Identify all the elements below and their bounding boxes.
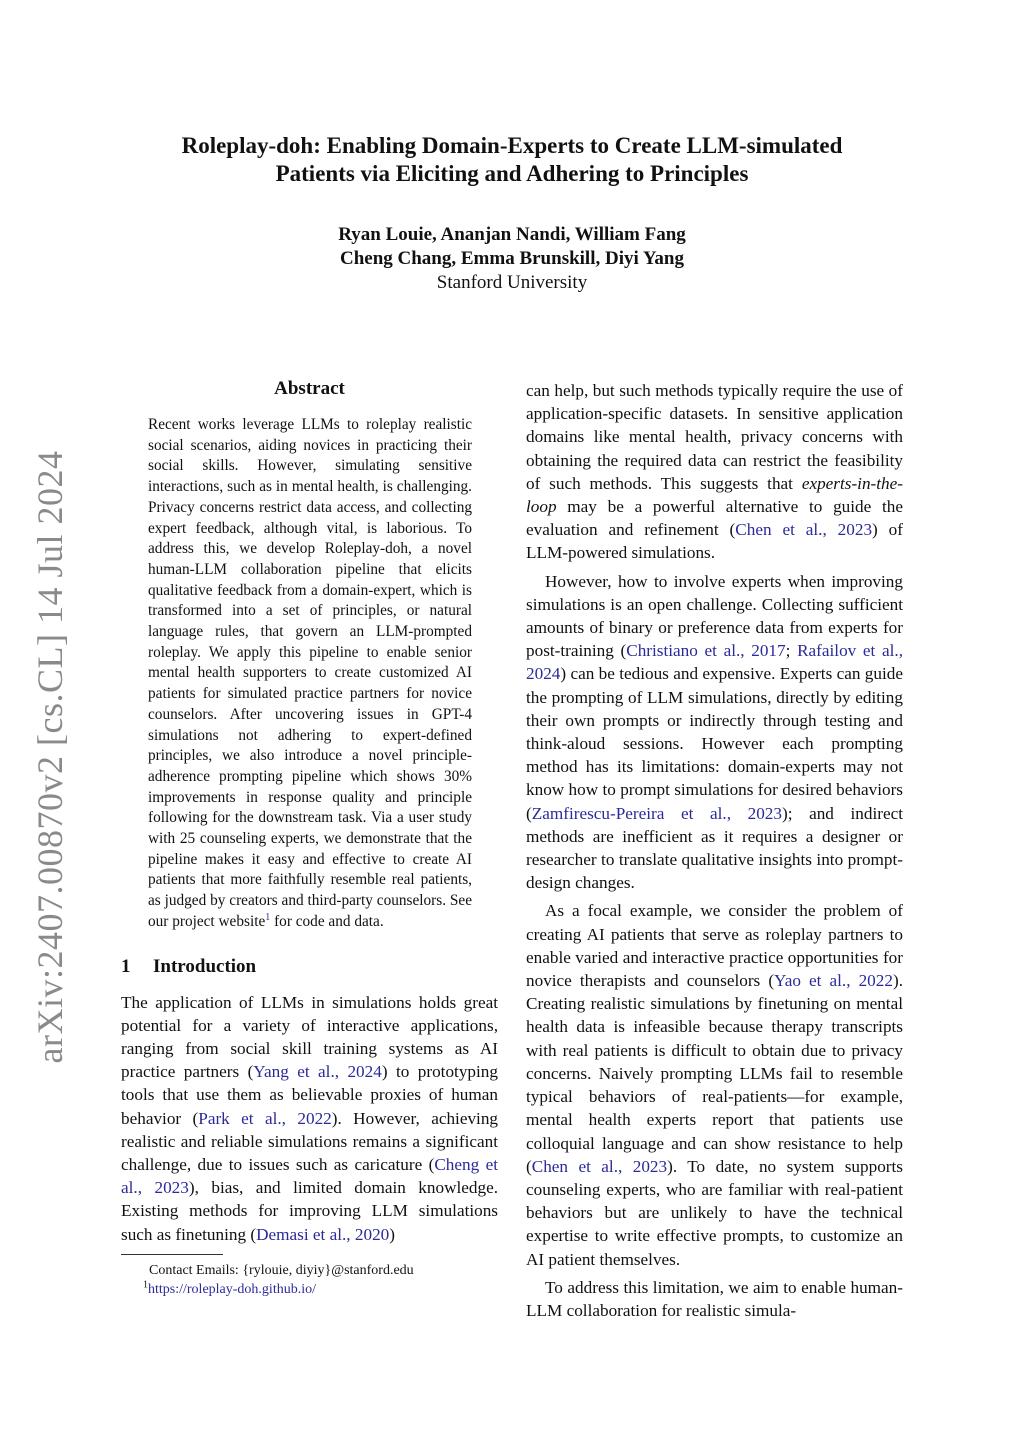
intro-paragraph [121, 991, 498, 1246]
paragraph-experts [526, 570, 903, 895]
paragraph-focal-example [526, 899, 903, 1270]
text-run: As a focal example, we consider the problem of creating AI patients that serve as roleplay partners to enable varied and interactive practice opportunities for novice therapists and counselors ( [526, 901, 903, 991]
footnote-number: 1 [143, 1279, 148, 1291]
authors-line-1: Ryan Louie, Ananjan Nandi, William Fang [338, 224, 686, 245]
affiliation: Stanford University [436, 272, 588, 293]
paper-title [100, 132, 924, 188]
citation-link[interactable]: Rafailov et al., 2024 [526, 641, 903, 684]
citation-link[interactable]: Zamfirescu-Pereira et al., 2023 [531, 803, 782, 823]
abstract-text-end: for code and data. [270, 912, 384, 930]
text-run: can help, but such methods typically require the use of application-specific datasets. In sensitive application domains like mental health, privacy concerns with obtaining the required data can restrict the feasibility of such methods. This suggests that [526, 381, 903, 493]
abstract-heading: Abstract [274, 378, 345, 399]
text-run: ). To date, no system supports counseling experts, who are familiar with real-patient behaviors but are unlikely to have the technical expertise to write effective prompts, to customize an AI patient themselves. [526, 1156, 903, 1269]
contact-footnote: Contact Emails: {rylouie, diyiy}@stanford.edu [149, 1262, 414, 1278]
emphasis-text: experts-in-the-loop [526, 473, 903, 517]
citation-link[interactable]: Chen et al., 2023 [735, 520, 873, 540]
right-column [526, 379, 903, 1322]
project-url-link[interactable]: https://roleplay-doh.github.io/ [148, 1281, 316, 1297]
left-column [121, 377, 498, 1299]
section-heading [121, 955, 498, 979]
footnote-marker[interactable]: 1 [265, 911, 271, 923]
text-run: ) to prototyping tools that use them as believable proxies of human behavior ( [121, 1062, 498, 1128]
arxiv-identifier: arXiv:2407.00870v2 [cs.CL] 14 Jul 2024 [30, 450, 70, 1064]
title-line-2: Patients via Eliciting and Adhering to Principles [275, 161, 749, 186]
url-footnote [121, 1280, 498, 1299]
text-run: ); and indirect methods are inefficient as it requires a designer or researcher to translate qualitative insights into prompt-design changes. [526, 803, 903, 893]
authors-line-2: Cheng Chang, Emma Brunskill, Diyi Yang [339, 248, 684, 269]
citation-link[interactable]: Park et al., 2022 [198, 1108, 332, 1128]
text-run: ) [389, 1224, 395, 1244]
citation-link[interactable]: Yao et al., 2022 [774, 971, 893, 991]
title-line-1: Roleplay-doh: Enabling Domain-Experts to Create LLM-simulated [181, 133, 843, 158]
abstract-body [148, 415, 472, 933]
citation-link[interactable]: Demasi et al., 2020 [256, 1224, 390, 1244]
section-number: 1 [121, 955, 131, 977]
citation-link[interactable]: Yang et al., 2024 [253, 1062, 382, 1082]
text-run: ), bias, and limited domain knowledge. Existing methods for improving LLM simulations such as finetuning ( [121, 1178, 499, 1244]
paragraph-continued [526, 379, 903, 565]
text-run: To address this limitation, we aim to enable human-LLM collaboration for realistic simula- [526, 1277, 903, 1320]
text-run: ). Creating realistic simulations by finetuning on mental health data is infeasible because therapy transcripts with real patients is difficult to obtain due to privacy concerns. Naively prompting LLMs fail to resemble typical behaviors of real-patients—for example, mental health experts report that patients use colloquial language and can show resistance to help ( [526, 971, 903, 1176]
author-block [100, 223, 924, 295]
abstract-text: Recent works leverage LLMs to roleplay realistic social scenarios, aiding novices in practicing their social skills. However, simulating sensitive interactions, such as in mental health, is challenging. Privacy concerns restrict data access, and collecting expert feedback, although vital, is laborious. To address this, we develop Roleplay-doh, a novel human-LLM collaboration pipeline that elicits qualitative feedback from a domain-expert, which is transformed into a set of principles, or natural language rules, that govern an LLM-prompted roleplay. We apply this pipeline to enable senior mental health supporters to create customized AI patients for simulated practice partners for novice counselors. After uncovering issues in GPT-4 simulations not adhering to expert-defined principles, we also introduce a novel principle-adherence prompting pipeline which shows 30% improvements in response quality and principle following for the downstream task. Via a user study with 25 counseling experts, we demonstrate that the pipeline makes it easy and effective to create AI patients that more faithfully resemble real patients, as judged by creators and third-party counselors. See our project website [148, 416, 472, 930]
citation-link[interactable]: Christiano et al., 2017 [626, 641, 786, 661]
section-title: Introduction [153, 955, 257, 977]
paragraph-address-limitation [526, 1276, 903, 1322]
citation-link[interactable]: Cheng et al., 2023 [121, 1155, 498, 1198]
text-run: may be a powerful alternative to guide the evaluation and refinement ( [526, 497, 903, 540]
text-run: However, how to involve experts when improving simulations is an open challenge. Collecting sufficient amounts of binary or preference data from experts for post-training ( [526, 571, 903, 661]
text-run: ). However, achieving realistic and reliable simulations remains a significant challenge, due to issues such as caricature ( [121, 1108, 499, 1174]
text-run: ) can be tedious and expensive. Experts can guide the prompting of LLM simulations, directly by editing their own prompts or indirectly through testing and think-aloud sessions. However each prompting method has its limitations: domain-experts may not know how to prompt simulations for desired behaviors ( [526, 664, 903, 823]
text-run: ) of LLM-powered simulations. [526, 520, 903, 563]
citation-link[interactable]: Chen et al., 2023 [531, 1156, 668, 1176]
text-run: The application of LLMs in simulations holds great potential for a variety of interactive applications, ranging from social skill training systems as AI practice partners ( [121, 992, 498, 1082]
text-run: ; [785, 641, 798, 661]
footnote-divider [121, 1254, 223, 1255]
